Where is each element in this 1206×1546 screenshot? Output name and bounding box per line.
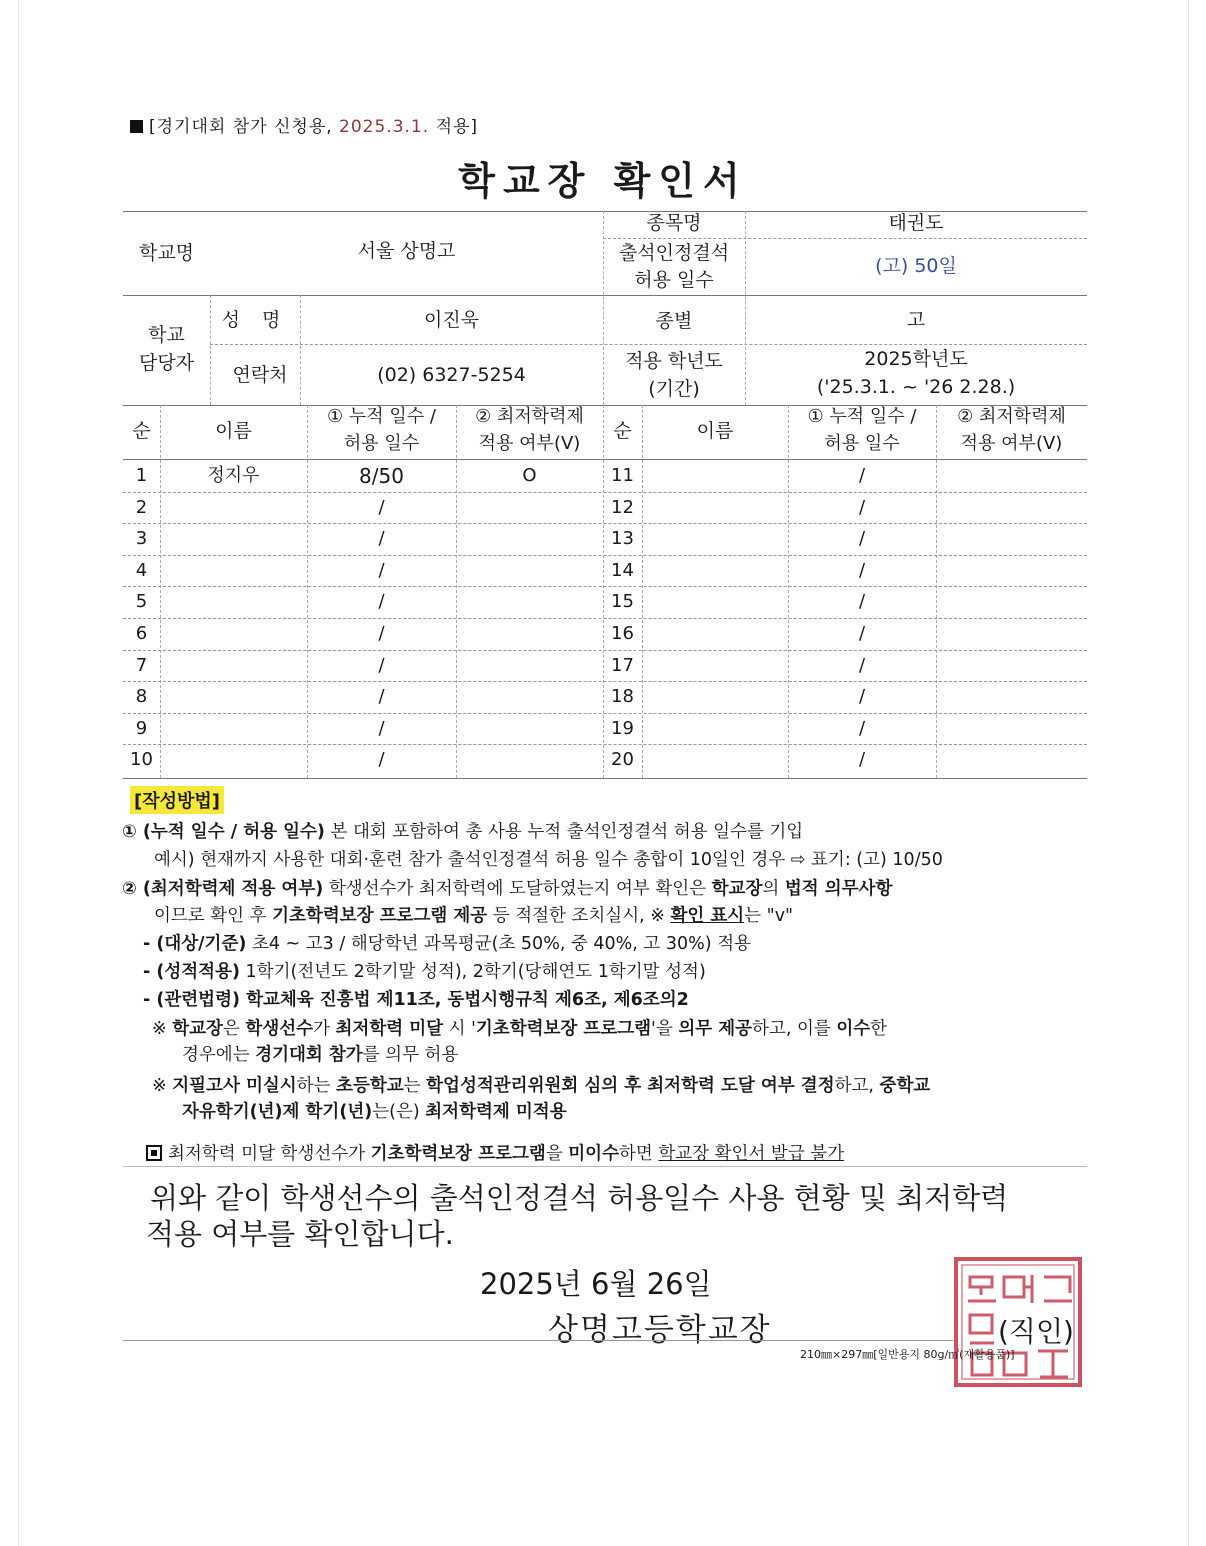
roster-days: / [378,717,385,739]
absence-value: (고) 50일 [875,255,957,277]
document-tag [130,112,478,137]
type-label: 종별 [655,310,693,332]
method-line: ※ 지필고사 미실시하는 초등학교는 학업성적관리위원회 심의 후 최저학력 도달 여부 결정하고, 중학교 [152,1076,931,1096]
tag-prefix: [경기대회 참가 신청용, [149,117,340,137]
school-label: 학교명 [138,242,195,264]
col-days-1: ① 누적 일수 / [327,406,436,427]
roster-days: / [378,749,385,771]
roster-num: 1 [135,465,148,486]
col-name: 이름 [696,420,734,442]
roster-num: 20 [611,749,634,771]
rule [123,295,1087,296]
rule [123,713,1087,714]
rule [123,1340,953,1341]
absence-label-2: 허용 일수 [634,269,714,291]
sport-label: 종목명 [646,212,702,234]
roster-num: 5 [135,591,148,613]
roster-name: 정지우 [207,465,260,486]
col-num: 순 [613,420,632,442]
scan-edge-right [1188,0,1189,1546]
roster-num: 7 [135,654,148,676]
rule [210,344,1087,345]
roster-num: 16 [611,623,634,644]
confirm-text [146,1180,1009,1252]
school-value: 서울 상명고 [357,240,456,262]
rule [160,405,161,778]
rule [123,650,1087,651]
roster-days: / [858,749,866,771]
paper-spec: 210㎜×297㎜[일반용지 80g/㎡(재활용품)] [800,1348,1015,1361]
contact-label: 연락처 [232,364,288,386]
year-label-2: (기간) [648,378,700,400]
roster-days: / [858,528,866,550]
roster-days: / [858,717,866,739]
absence-label-1: 출석인정결석 [618,242,730,264]
rule [603,238,1087,239]
rule [123,681,1087,682]
roster-num: 6 [135,623,148,644]
roster-days: / [858,623,866,644]
rule [123,778,1087,779]
roster-days: / [858,496,866,518]
manager-label-1: 학교 [148,324,185,346]
rule [123,586,1087,587]
method-line: 자유학기(년)제 학기(년)는(은) 최저학력제 미적용 [182,1102,567,1122]
col-name: 이름 [215,420,252,442]
roster-num: 2 [135,496,148,518]
roster-num: 14 [611,559,634,581]
roster-num: 9 [135,717,148,739]
name-value: 이진욱 [423,309,480,331]
name-label: 성 명 [221,309,289,331]
rule [123,744,1087,745]
year-value-2: ('25.3.1. ~ '26 2.28.) [816,376,1016,398]
roster-num: 12 [611,496,634,518]
rule [123,492,1087,493]
col-min-1: ② 최저학력제 [957,406,1066,427]
roster-days: / [378,496,385,518]
confirm-line-2: 적용 여부를 확인합니다. [146,1217,454,1251]
roster-days: / [378,623,385,644]
manager-label-2: 담당자 [138,352,195,374]
principal-name: 상명고등학교장 [548,1312,772,1348]
method-line: - (대상/기준) 초4 ~ 고3 / 해당학년 과목평균(초 50%, 중 40%, 고 30%) 적용 [143,934,751,954]
roster-num: 18 [611,686,634,708]
roster-days: / [378,654,385,676]
roster-num: 19 [611,717,634,739]
roster-days: / [858,591,866,613]
roster-num: 4 [135,559,148,581]
method-line: 예시) 현재까지 사용한 대회·훈련 참가 출석인정결석 허용 일수 총합이 10일인 경우 ⇨ 표기: (고) 10/50 [154,850,943,870]
col-days-2: 허용 일수 [824,433,900,454]
roster-days: / [378,591,385,613]
roster-num: 17 [611,654,634,676]
method-line: - (성적적용) 1학기(전년도 2학기말 성적), 2학기(당해연도 1학기말 성적) [143,962,706,982]
rule [123,555,1087,556]
roster-days: / [858,654,866,676]
rule [123,523,1087,524]
square-bullet-icon [130,120,143,133]
year-value-1: 2025학년도 [864,348,968,370]
year-label-1: 적용 학년도 [625,350,723,372]
rule [936,405,937,778]
roster-num: 15 [611,591,634,613]
confirm-line-1: 위와 같이 학생선수의 출석인정결석 허용일수 사용 현황 및 최저학력 [150,1181,1009,1215]
rule [123,459,1087,460]
roster-num: 3 [135,528,148,550]
col-num: 순 [132,420,151,442]
method-line: 경우에는 경기대회 참가를 의무 허용 [182,1045,459,1065]
roster-days: / [378,528,385,550]
type-value: 고 [906,309,926,331]
method-line: ※ 학교장은 학생선수가 최저학력 미달 시 '기초학력보장 프로그램'을 의무 제공하고, 이를 이수한 [152,1019,888,1039]
method-line: ② (최저학력제 적용 여부) 학생선수가 최저학력에 도달하였는지 여부 확인은 학교장의 법적 의무사항 [122,879,893,899]
rule [456,405,457,778]
col-min-1: ② 최저학력제 [475,406,584,427]
roster-days: / [858,465,866,486]
roster-num: 8 [135,686,148,708]
seal-word: (직인) [998,1315,1074,1348]
rule [123,1166,1087,1167]
tag-date: 2025.3.1. [339,117,436,137]
col-min-2: 적용 여부(V) [960,433,1063,454]
method-line: 이므로 확인 후 기초학력보장 프로그램 제공 등 적절한 조치실시, ※ 확인 표시는 "v" [154,906,794,926]
roster-days: 8/50 [359,464,404,488]
tag-suffix: 적용] [435,117,479,137]
rule [642,405,643,778]
rule [123,618,1087,619]
roster-days: / [858,559,866,581]
method-line: ① (누적 일수 / 허용 일수) 본 대회 포함하여 총 사용 누적 출석인정결석 허용 일수를 기입 [122,822,804,842]
sign-date: 2025년 6월 26일 [480,1267,712,1301]
roster-num: 13 [611,528,634,550]
roster-days: / [378,559,385,581]
method-line: - (관련법령) 학교체육 진흥법 제11조, 동법시행규칙 제6조, 제6조의2 [143,990,689,1010]
document-title: 학교장 확인서 [458,159,748,203]
notice-line: 최저학력 미달 학생선수가 기초학력보장 프로그램을 미이수하면 학교장 확인서 발급 불가 [146,1140,844,1165]
contact-value: (02) 6327-5254 [377,364,526,386]
method-title: [작성방법] [130,786,224,814]
roster-days: / [858,686,866,708]
roster-num: 11 [611,465,634,486]
roster-num: 10 [130,749,153,771]
roster-days: / [378,686,385,708]
roster-check: O [522,465,537,486]
col-days-1: ① 누적 일수 / [807,406,917,427]
checkbox-square-icon [146,1145,162,1161]
col-min-2: 적용 여부(V) [478,433,581,454]
sport-value: 태권도 [888,212,944,234]
col-days-2: 허용 일수 [343,433,420,454]
scan-edge-left [18,0,19,1546]
